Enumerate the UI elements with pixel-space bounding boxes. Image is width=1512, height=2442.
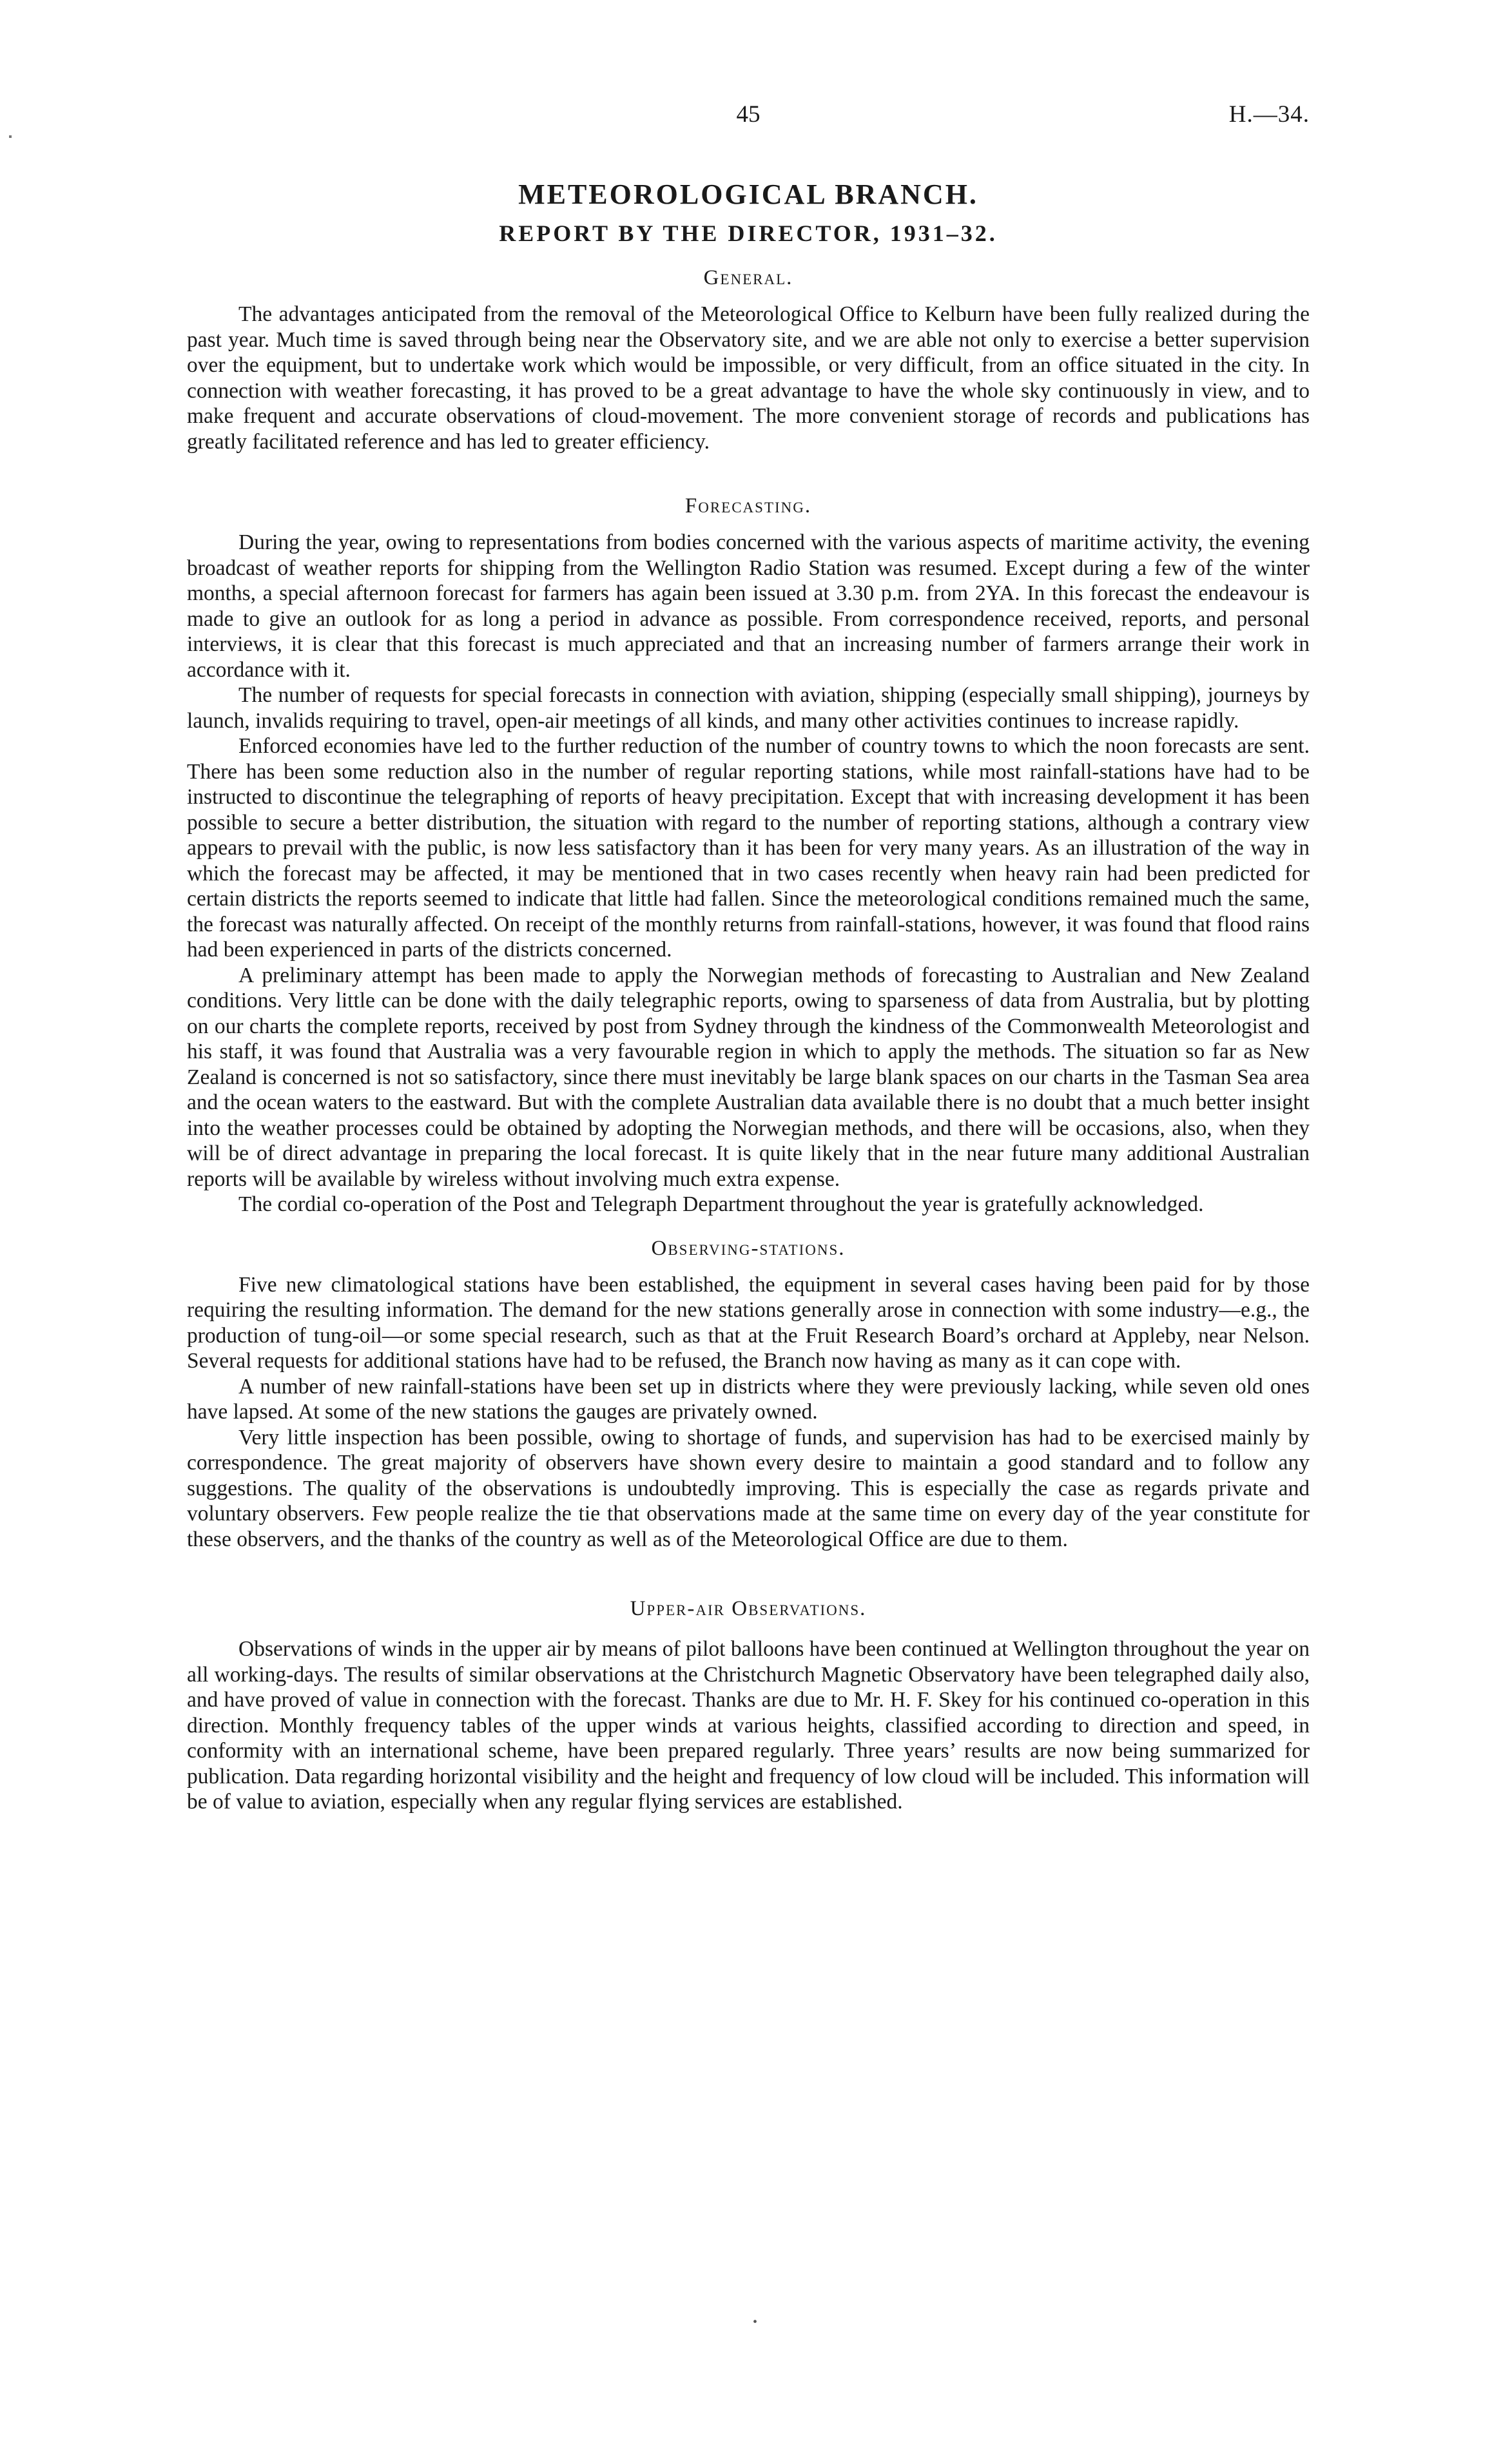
section-heading-observing-stations: Observing-stations.	[651, 1236, 846, 1260]
paragraph: Five new climatological stations have been established, the equipment in several cases having been paid for by those requiring the resulting information. The demand for the new stations generally arose in connection with some industry—e.g., the production of tung-oil—or some special research, such as that at the Fruit Research Board’s orchard at Appleby, near Nelson. Several requests for additional stations have had to be refused, the Branch now having as many as it can cope with.	[187, 1272, 1310, 1373]
running-head	[187, 97, 1310, 142]
paragraph: Very little inspection has been possible, owing to shortage of funds, and supervision has had to be exercised mainly by correspondence. The great majority of observers have shown every desire to maintain a good standard and to follow any suggestions. The quality of the observations is undoubtedly improving. This is especially the case as regards private and voluntary observers. Few people realize the tie that observations made at the same time on every day of the year constitute for these observers, and the thanks of the country as well as of the Meteorological Office are due to them.	[187, 1425, 1310, 1551]
section-general	[187, 266, 1310, 454]
report-subtitle: REPORT BY THE DIRECTOR, 1931–32.	[499, 220, 998, 246]
page-number: 45	[736, 101, 761, 128]
section-heading-forecasting: Forecasting.	[684, 494, 812, 518]
paragraph: The advantages anticipated from the removal of the Meteorological Office to Kelburn have been fully realized during the past year. Much time is saved through being near the Observatory site, and we are able not only to exercise a better supervision over the equipment, but to undertake work which would be impossible, or very difficult, from an office situated in the city. In connection with weather forecasting, it has proved to be a great advantage to have the whole sky continuously in view, and to make frequent and accurate observations of cloud-movement. The more convenient storage of records and publications has greatly facilitated reference and has led to greater efficiency.	[187, 302, 1310, 454]
section-forecasting	[187, 494, 1310, 1217]
paragraph: The cordial co-operation of the Post and Telegraph Department throughout the year is gratefully acknowledged.	[238, 1192, 1204, 1216]
paragraph: Observations of winds in the upper air by means of pilot balloons have been continued at Wellington throughout the year on all working-days. The results of similar observations at the Christchurch Magnetic Observatory have been telegraphed daily also, and have proved of value in connection with the forecast. Thanks are due to Mr. H. F. Skey for his continued co-operation in this direction. Monthly frequency tables of the upper winds at various heights, classified according to direction and speed, in conformity with an international scheme, have been prepared regularly. Three years’ results are now being summarized for publication. Data regarding horizontal visibility and the height and frequency of low cloud will be included. This information will be of value to aviation, especially when any regular flying services are established.	[187, 1637, 1310, 1814]
document-page	[187, 97, 1310, 1815]
report-title: METEOROLOGICAL BRANCH.	[518, 179, 978, 210]
margin-mark	[9, 135, 12, 138]
document-reference: H.—34.	[1228, 101, 1310, 128]
paragraph: The number of requests for special forecasts in connection with aviation, shipping (especially small shipping), journeys by launch, invalids requiring to travel, open-air meetings of all kinds, and many other activities continues to increase rapidly.	[187, 683, 1310, 733]
section-upper-air-observations	[187, 1597, 1310, 1815]
section-heading-general: General.	[703, 266, 793, 289]
paragraph: A preliminary attempt has been made to apply the Norwegian methods of forecasting to Australian and New Zealand conditions. Very little can be done with the daily telegraphic reports, owing to sparseness of data from Australia, but by plotting on our charts the complete reports, received by post from Sydney through the kindness of the Commonwealth Meteorologist and his staff, it was found that Australia was a very favourable region in which to apply the methods. The situation so far as New Zealand is concerned is not so satisfactory, since there must inevitably be large blank spaces on our charts in the Tasman Sea area and the ocean waters to the eastward. But with the complete Australian data available there is no doubt that a much better insight into the weather processes could be obtained by adopting the Norwegian methods, and there will be occasions, also, when they will be of direct advantage in preparing the local forecast. It is quite likely that in the near future many additional Australian reports will be available by wireless without involving much extra expense.	[187, 963, 1310, 1191]
paragraph: During the year, owing to representations from bodies concerned with the various aspects of maritime activity, the evening broadcast of weather reports for shipping from the Wellington Radio Station was resumed. Except during a few of the winter months, a special afternoon forecast for farmers has again been issued at 3.30 p.m. from 2YA. In this forecast the endeavour is made to give an outlook for as long a period in advance as possible. From correspondence received, reports, and personal interviews, it is clear that this forecast is much appreciated and that an increasing number of farmers arrange their work in accordance with it.	[187, 530, 1310, 682]
section-heading-upper-air: Upper-air Observations.	[630, 1597, 867, 1620]
paragraph: A number of new rainfall-stations have been set up in districts where they were previously lacking, while seven old ones have lapsed. At some of the new stations the gauges are privately owned.	[187, 1374, 1310, 1424]
section-observing-stations	[187, 1237, 1310, 1553]
footer-mark: •	[753, 2315, 758, 2329]
paragraph: Enforced economies have led to the further reduction of the number of country towns to which the noon forecasts are sent. There has been some reduction also in the number of regular reporting stations, while most rainfall-stations have had to be instructed to discontinue the telegraphing of reports of heavy precipitation. Except that with increasing development it has been possible to secure a better distribution, the situation with regard to the number of reporting stations, although a contrary view appears to prevail with the public, is now less satisfactory than it has been for very many years. As an illustration of the way in which the forecast may be affected, it may be mentioned that in two cases recently when heavy rain had been predicted for certain districts the reports seemed to indicate that little had fallen. Since the meteorological conditions remained much the same, the forecast was naturally affected. On receipt of the monthly returns from rainfall-stations, however, it was found that flood rains had been experienced in parts of the districts concerned.	[187, 734, 1310, 962]
